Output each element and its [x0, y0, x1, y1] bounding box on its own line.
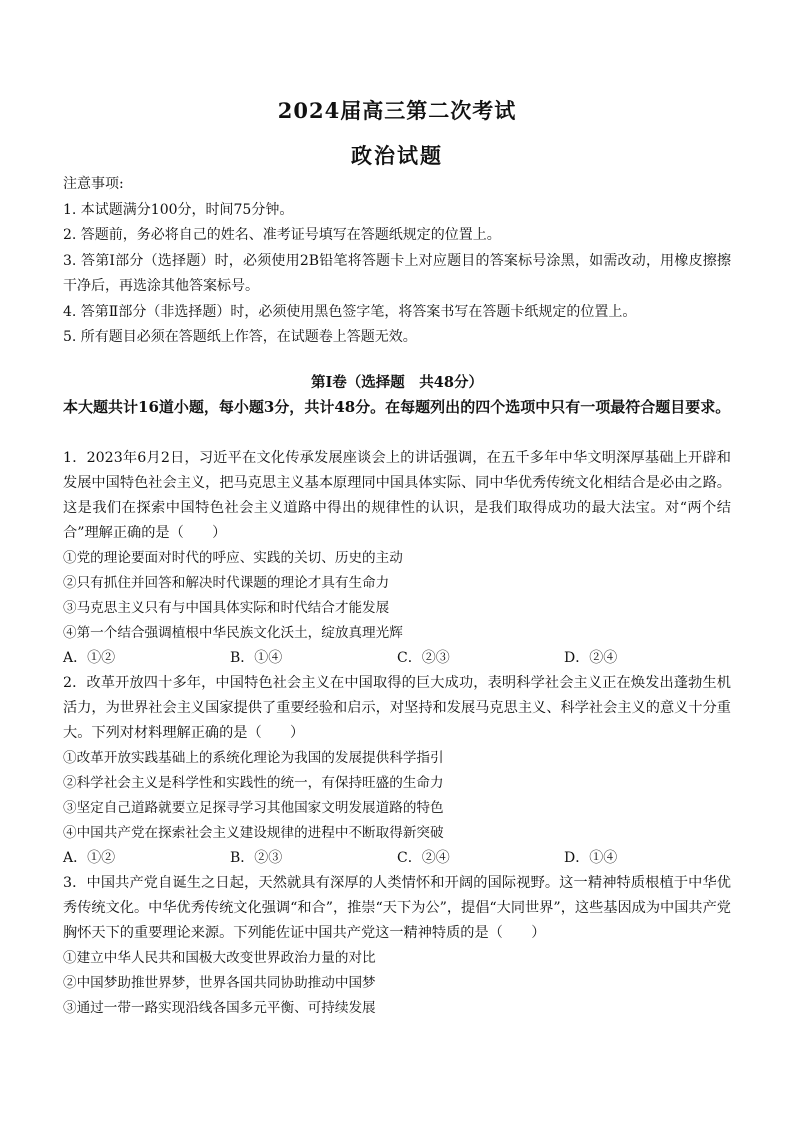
- choice-d: D．②④: [564, 650, 618, 666]
- choice-c: C．②④: [397, 850, 450, 866]
- choice-d: D．①④: [564, 850, 618, 866]
- section-title: 第Ⅰ卷（选择题 共48分）: [311, 374, 483, 391]
- notice-heading: 注意事项:: [63, 176, 124, 192]
- choice-a: A．①②: [63, 650, 116, 666]
- choice-a: A．①②: [63, 850, 116, 866]
- question-stem: 3．中国共产党自诞生之日起，天然就具有深厚的人类情怀和开阔的国际视野。这一精神特质根植于中华优秀传统文化。中华优秀传统文化强调“和合”，推崇“天下为公”，提倡“大同世界”，这些基因成为中国共产党胸怀天下的重要理论来源。下列能佐证中国共产党这一精神特质的是（ ）: [63, 875, 731, 941]
- statement: ③通过一带一路实现沿线各国多元平衡、可持续发展: [63, 1000, 376, 1016]
- question-list: [63, 446, 731, 1021]
- exam-title: 2024届高三第二次考试: [277, 98, 517, 123]
- statement: ③马克思主义只有与中国具体实际和时代结合才能发展: [63, 600, 390, 616]
- notice-item: 1. 本试题满分100分，时间75分钟。: [63, 201, 294, 218]
- section-intro: 本大题共计16道小题，每小题3分，共计48分。在每题列出的四个选项中只有一项最符合题目要求。: [63, 398, 731, 416]
- choice-c: C．②③: [397, 650, 450, 666]
- statement: ④中国共产党在探索社会主义建设规律的进程中不断取得新突破: [63, 825, 444, 841]
- answer-choices: [63, 846, 731, 871]
- statement: ②只有抓住并回答和解决时代课题的理论才具有生命力: [63, 575, 390, 591]
- choice-b: B．①④: [230, 650, 283, 666]
- exam-subtitle: 政治试题: [351, 143, 443, 168]
- statement: ④第一个结合强调植根中华民族文化沃土，绽放真理光辉: [63, 625, 403, 641]
- choice-b: B．②③: [230, 850, 283, 866]
- answer-choices: [63, 646, 731, 671]
- statement: ①党的理论要面对时代的呼应、实践的关切、历史的主动: [63, 550, 403, 566]
- question-stem: 2．改革开放四十多年，中国特色社会主义在中国取得的巨大成功，表明科学社会主义正在焕发出蓬勃生机活力，为世界社会主义国家提供了重要经验和启示，对坚持和发展马克思主义、科学社会主义的意义十分重大。下列对材料理解正确的是（ ）: [63, 675, 731, 741]
- statement: ①建立中华人民共和国极大改变世界政治力量的对比: [63, 950, 376, 966]
- statement: ②科学社会主义是科学性和实践性的统一，有保持旺盛的生命力: [63, 775, 444, 791]
- statement: ②中国梦助推世界梦，世界各国共同协助推动中国梦: [63, 975, 376, 991]
- notice-item: 2. 答题前，务必将自己的姓名、准考证号填写在答题纸规定的位置上。: [63, 227, 501, 243]
- statement: ③坚定自己道路就要立足探寻学习其他国家文明发展道路的特色: [63, 800, 444, 816]
- notice-block: [63, 172, 731, 351]
- question-stem: 1．2023年6月2日，习近平在文化传承发展座谈会上的讲话强调，在五千多年中华文明深厚基础上开辟和发展中国特色社会主义，把马克思主义基本原理同中国具体实际、同中华优秀传统文化相结合是必由之路。这是我们在探索中国特色社会主义道路中得出的规律性的认识，是我们取得成功的最大法宝。对“两个结合”理解正确的是（ ）: [63, 450, 731, 541]
- statement: ①改革开放实践基础上的系统化理论为我国的发展提供科学指引: [63, 750, 444, 766]
- notice-item: 5. 所有题目必须在答题纸上作答，在试题卷上答题无效。: [63, 329, 417, 345]
- notice-item: 3. 答第Ⅰ部分（选择题）时，必须使用2B铅笔将答题卡上对应题目的答案标号涂黑，如需改动，用橡皮擦擦干净后，再选涂其他答案标号。: [63, 252, 731, 294]
- notice-item: 4. 答第Ⅱ部分（非选择题）时，必须使用黑色签字笔，将答案书写在答题卡纸规定的位置上。: [63, 303, 637, 320]
